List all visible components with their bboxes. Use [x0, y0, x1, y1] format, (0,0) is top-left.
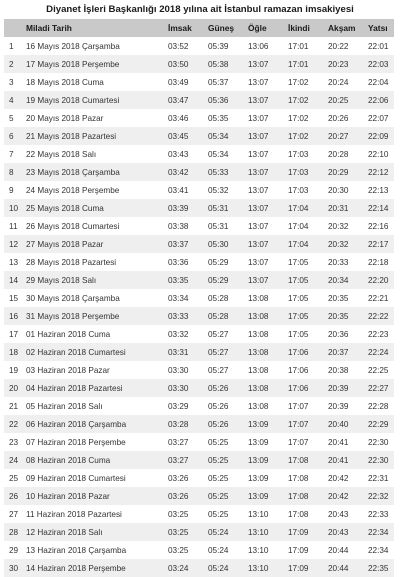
cell-date: 30 Mayıs 2018 Çarşamba — [26, 293, 120, 303]
cell-date: 27 Mayıs 2018 Pazar — [26, 239, 104, 249]
cell-imsak: 03:33 — [168, 311, 189, 321]
cell-aksam: 20:27 — [328, 131, 349, 141]
table-row — [4, 127, 394, 145]
cell-index: 8 — [9, 167, 14, 177]
cell-date: 14 Haziran 2018 Perşembe — [26, 563, 126, 573]
cell-imsak: 03:27 — [168, 455, 189, 465]
cell-index: 4 — [9, 95, 14, 105]
cell-yatsi: 22:34 — [368, 545, 389, 555]
cell-ogle: 13:08 — [248, 293, 269, 303]
cell-date: 11 Haziran 2018 Pazartesi — [26, 509, 122, 519]
cell-index: 9 — [9, 185, 14, 195]
cell-imsak: 03:26 — [168, 473, 189, 483]
cell-yatsi: 22:27 — [368, 383, 389, 393]
cell-gunes: 05:29 — [208, 275, 229, 285]
cell-imsak: 03:29 — [168, 401, 189, 411]
cell-gunes: 05:26 — [208, 401, 229, 411]
cell-index: 22 — [9, 419, 19, 429]
cell-ogle: 13:08 — [248, 365, 269, 375]
cell-aksam: 20:36 — [328, 329, 349, 339]
cell-date: 26 Mayıs 2018 Cumartesi — [26, 221, 120, 231]
cell-ogle: 13:07 — [248, 257, 269, 267]
cell-date: 16 Mayıs 2018 Çarşamba — [26, 41, 120, 51]
cell-yatsi: 22:24 — [368, 347, 389, 357]
cell-ogle: 13:07 — [248, 185, 269, 195]
cell-ikindi: 17:09 — [288, 563, 309, 573]
cell-aksam: 20:44 — [328, 563, 349, 573]
cell-yatsi: 22:22 — [368, 311, 389, 321]
cell-ikindi: 17:05 — [288, 275, 309, 285]
cell-aksam: 20:23 — [328, 59, 349, 69]
cell-gunes: 05:34 — [208, 131, 229, 141]
cell-ogle: 13:07 — [248, 77, 269, 87]
cell-yatsi: 22:29 — [368, 419, 389, 429]
table-row — [4, 145, 394, 163]
cell-date: 24 Mayıs 2018 Perşembe — [26, 185, 120, 195]
cell-imsak: 03:32 — [168, 329, 189, 339]
cell-imsak: 03:41 — [168, 185, 189, 195]
cell-aksam: 20:31 — [328, 203, 349, 213]
cell-imsak: 03:37 — [168, 239, 189, 249]
cell-date: 28 Mayıs 2018 Pazartesi — [26, 257, 117, 267]
table-row — [4, 523, 394, 541]
cell-aksam: 20:39 — [328, 401, 349, 411]
cell-yatsi: 22:13 — [368, 185, 389, 195]
cell-date: 23 Mayıs 2018 Çarşamba — [26, 167, 120, 177]
table-header-row — [4, 19, 394, 37]
cell-ogle: 13:10 — [248, 527, 269, 537]
cell-yatsi: 22:17 — [368, 239, 389, 249]
cell-aksam: 20:30 — [328, 185, 349, 195]
table-row — [4, 91, 394, 109]
cell-index: 21 — [9, 401, 19, 411]
cell-gunes: 05:36 — [208, 95, 229, 105]
cell-imsak: 03:25 — [168, 509, 189, 519]
cell-yatsi: 22:31 — [368, 473, 389, 483]
table-row — [4, 541, 394, 559]
cell-index: 3 — [9, 77, 14, 87]
table-row — [4, 109, 394, 127]
cell-gunes: 05:26 — [208, 383, 229, 393]
cell-ikindi: 17:08 — [288, 473, 309, 483]
cell-imsak: 03:30 — [168, 365, 189, 375]
cell-imsak: 03:49 — [168, 77, 189, 87]
cell-index: 14 — [9, 275, 19, 285]
cell-imsak: 03:24 — [168, 563, 189, 573]
cell-ikindi: 17:07 — [288, 419, 309, 429]
cell-index: 17 — [9, 329, 19, 339]
cell-ikindi: 17:03 — [288, 185, 309, 195]
cell-imsak: 03:47 — [168, 95, 189, 105]
cell-yatsi: 22:14 — [368, 203, 389, 213]
cell-ikindi: 17:02 — [288, 95, 309, 105]
cell-aksam: 20:41 — [328, 455, 349, 465]
cell-gunes: 05:28 — [208, 293, 229, 303]
page-title: Diyanet İşleri Başkanlığı 2018 yılına ait İstanbul ramazan imsakiyesi — [46, 4, 354, 15]
cell-index: 18 — [9, 347, 19, 357]
cell-aksam: 20:34 — [328, 275, 349, 285]
cell-date: 06 Haziran 2018 Çarşamba — [26, 419, 127, 429]
cell-gunes: 05:25 — [208, 491, 229, 501]
cell-index: 15 — [9, 293, 19, 303]
cell-gunes: 05:25 — [208, 455, 229, 465]
cell-index: 13 — [9, 257, 19, 267]
cell-imsak: 03:35 — [168, 275, 189, 285]
header-date: Miladi Tarih — [26, 23, 72, 33]
table-row — [4, 73, 394, 91]
cell-ikindi: 17:08 — [288, 491, 309, 501]
cell-imsak: 03:42 — [168, 167, 189, 177]
cell-ogle: 13:07 — [248, 275, 269, 285]
cell-yatsi: 22:30 — [368, 455, 389, 465]
cell-aksam: 20:43 — [328, 527, 349, 537]
cell-index: 25 — [9, 473, 19, 483]
cell-gunes: 05:27 — [208, 365, 229, 375]
cell-aksam: 20:42 — [328, 491, 349, 501]
cell-imsak: 03:39 — [168, 203, 189, 213]
cell-ikindi: 17:03 — [288, 149, 309, 159]
cell-aksam: 20:43 — [328, 509, 349, 519]
cell-ogle: 13:07 — [248, 149, 269, 159]
cell-gunes: 05:24 — [208, 545, 229, 555]
cell-date: 07 Haziran 2018 Perşembe — [26, 437, 126, 447]
cell-date: 08 Haziran 2018 Cuma — [26, 455, 111, 465]
cell-aksam: 20:29 — [328, 167, 349, 177]
cell-ogle: 13:09 — [248, 491, 269, 501]
cell-date: 20 Mayıs 2018 Pazar — [26, 113, 104, 123]
cell-imsak: 03:28 — [168, 419, 189, 429]
cell-yatsi: 22:06 — [368, 95, 389, 105]
cell-ikindi: 17:08 — [288, 455, 309, 465]
cell-ogle: 13:09 — [248, 455, 269, 465]
cell-index: 6 — [9, 131, 14, 141]
cell-gunes: 05:25 — [208, 509, 229, 519]
cell-index: 27 — [9, 509, 19, 519]
cell-imsak: 03:31 — [168, 347, 189, 357]
cell-ikindi: 17:08 — [288, 509, 309, 519]
table-row — [4, 415, 394, 433]
cell-gunes: 05:30 — [208, 239, 229, 249]
cell-yatsi: 22:10 — [368, 149, 389, 159]
cell-gunes: 05:38 — [208, 59, 229, 69]
cell-aksam: 20:25 — [328, 95, 349, 105]
cell-yatsi: 22:04 — [368, 77, 389, 87]
cell-aksam: 20:22 — [328, 41, 349, 51]
cell-ikindi: 17:05 — [288, 311, 309, 321]
table-row — [4, 199, 394, 217]
cell-imsak: 03:43 — [168, 149, 189, 159]
cell-yatsi: 22:35 — [368, 563, 389, 573]
cell-gunes: 05:25 — [208, 437, 229, 447]
cell-date: 18 Mayıs 2018 Cuma — [26, 77, 104, 87]
cell-ikindi: 17:09 — [288, 527, 309, 537]
cell-aksam: 20:44 — [328, 545, 349, 555]
cell-date: 03 Haziran 2018 Pazar — [26, 365, 110, 375]
cell-aksam: 20:41 — [328, 437, 349, 447]
table-row — [4, 55, 394, 73]
cell-yatsi: 22:34 — [368, 527, 389, 537]
cell-index: 7 — [9, 149, 14, 159]
cell-ikindi: 17:02 — [288, 131, 309, 141]
cell-index: 11 — [9, 221, 18, 231]
cell-imsak: 03:34 — [168, 293, 189, 303]
cell-aksam: 20:32 — [328, 221, 349, 231]
cell-index: 23 — [9, 437, 19, 447]
table-row — [4, 235, 394, 253]
cell-yatsi: 22:01 — [368, 41, 389, 51]
cell-ikindi: 17:04 — [288, 239, 309, 249]
cell-aksam: 20:26 — [328, 113, 349, 123]
cell-gunes: 05:32 — [208, 185, 229, 195]
cell-ogle: 13:08 — [248, 347, 269, 357]
table-row — [4, 217, 394, 235]
cell-imsak: 03:52 — [168, 41, 189, 51]
cell-ogle: 13:07 — [248, 95, 269, 105]
cell-aksam: 20:35 — [328, 311, 349, 321]
cell-date: 09 Haziran 2018 Cumartesi — [26, 473, 126, 483]
cell-ikindi: 17:06 — [288, 383, 309, 393]
cell-ogle: 13:07 — [248, 221, 269, 231]
cell-ikindi: 17:06 — [288, 365, 309, 375]
table-row — [4, 37, 394, 55]
header-ikindi: İkindi — [288, 23, 310, 33]
cell-gunes: 05:33 — [208, 167, 229, 177]
cell-ogle: 13:09 — [248, 437, 269, 447]
cell-index: 12 — [9, 239, 19, 249]
cell-index: 30 — [9, 563, 19, 573]
header-ogle: Öğle — [248, 23, 267, 33]
cell-gunes: 05:28 — [208, 311, 229, 321]
cell-ogle: 13:06 — [248, 41, 269, 51]
cell-date: 21 Mayıs 2018 Pazartesi — [26, 131, 117, 141]
cell-imsak: 03:46 — [168, 113, 189, 123]
cell-ogle: 13:08 — [248, 401, 269, 411]
cell-imsak: 03:25 — [168, 545, 189, 555]
table-row — [4, 325, 394, 343]
cell-ikindi: 17:07 — [288, 437, 309, 447]
cell-imsak: 03:45 — [168, 131, 189, 141]
cell-aksam: 20:35 — [328, 293, 349, 303]
cell-gunes: 05:27 — [208, 347, 229, 357]
cell-yatsi: 22:30 — [368, 437, 389, 447]
cell-gunes: 05:25 — [208, 473, 229, 483]
cell-ogle: 13:07 — [248, 59, 269, 69]
cell-date: 02 Haziran 2018 Cumartesi — [26, 347, 126, 357]
cell-ikindi: 17:02 — [288, 113, 309, 123]
cell-ikindi: 17:02 — [288, 77, 309, 87]
cell-aksam: 20:42 — [328, 473, 349, 483]
cell-imsak: 03:26 — [168, 491, 189, 501]
cell-imsak: 03:30 — [168, 383, 189, 393]
cell-index: 2 — [9, 59, 14, 69]
cell-aksam: 20:33 — [328, 257, 349, 267]
cell-date: 12 Haziran 2018 Salı — [26, 527, 103, 537]
table-row — [4, 433, 394, 451]
cell-yatsi: 22:16 — [368, 221, 389, 231]
cell-index: 16 — [9, 311, 19, 321]
cell-aksam: 20:38 — [328, 365, 349, 375]
cell-aksam: 20:39 — [328, 383, 349, 393]
cell-imsak: 03:38 — [168, 221, 189, 231]
cell-ikindi: 17:06 — [288, 347, 309, 357]
cell-yatsi: 22:25 — [368, 365, 389, 375]
table-row — [4, 307, 394, 325]
cell-index: 1 — [9, 41, 14, 51]
imsakiye-table — [4, 19, 394, 577]
cell-yatsi: 22:03 — [368, 59, 389, 69]
cell-yatsi: 22:20 — [368, 275, 389, 285]
cell-index: 5 — [9, 113, 14, 123]
cell-aksam: 20:40 — [328, 419, 349, 429]
cell-ikindi: 17:07 — [288, 401, 309, 411]
table-row — [4, 343, 394, 361]
cell-aksam: 20:37 — [328, 347, 349, 357]
cell-date: 05 Haziran 2018 Salı — [26, 401, 103, 411]
cell-date: 25 Mayıs 2018 Cuma — [26, 203, 104, 213]
cell-ikindi: 17:05 — [288, 293, 309, 303]
cell-gunes: 05:37 — [208, 77, 229, 87]
table-row — [4, 253, 394, 271]
cell-index: 20 — [9, 383, 19, 393]
header-imsak: İmsak — [168, 23, 192, 33]
table-row — [4, 469, 394, 487]
header-gunes: Güneş — [208, 23, 235, 33]
cell-gunes: 05:34 — [208, 149, 229, 159]
cell-ogle: 13:07 — [248, 113, 269, 123]
table-row — [4, 379, 394, 397]
table-row — [4, 397, 394, 415]
cell-date: 04 Haziran 2018 Pazartesi — [26, 383, 123, 393]
table-row — [4, 559, 394, 577]
cell-imsak: 03:36 — [168, 257, 189, 267]
cell-index: 28 — [9, 527, 19, 537]
cell-index: 29 — [9, 545, 19, 555]
table-row — [4, 451, 394, 469]
cell-gunes: 05:26 — [208, 419, 229, 429]
cell-gunes: 05:39 — [208, 41, 229, 51]
table-row — [4, 181, 394, 199]
cell-ogle: 13:09 — [248, 473, 269, 483]
cell-yatsi: 22:09 — [368, 131, 389, 141]
cell-gunes: 05:24 — [208, 527, 229, 537]
cell-date: 13 Haziran 2018 Çarşamba — [26, 545, 127, 555]
cell-ogle: 13:08 — [248, 383, 269, 393]
header-yatsi: Yatsı — [368, 23, 388, 33]
cell-aksam: 20:28 — [328, 149, 349, 159]
cell-yatsi: 22:18 — [368, 257, 389, 267]
cell-gunes: 05:29 — [208, 257, 229, 267]
header-aksam: Akşam — [328, 23, 356, 33]
cell-index: 19 — [9, 365, 19, 375]
table-row — [4, 487, 394, 505]
cell-gunes: 05:35 — [208, 113, 229, 123]
cell-yatsi: 22:28 — [368, 401, 389, 411]
cell-ogle: 13:07 — [248, 167, 269, 177]
cell-ogle: 13:10 — [248, 509, 269, 519]
cell-imsak: 03:27 — [168, 437, 189, 447]
table-row — [4, 163, 394, 181]
cell-index: 24 — [9, 455, 19, 465]
cell-yatsi: 22:32 — [368, 491, 389, 501]
cell-ikindi: 17:01 — [288, 41, 309, 51]
cell-gunes: 05:31 — [208, 203, 229, 213]
cell-date: 22 Mayıs 2018 Salı — [26, 149, 97, 159]
table-row — [4, 505, 394, 523]
table-row — [4, 271, 394, 289]
cell-ogle: 13:10 — [248, 563, 269, 573]
cell-yatsi: 22:23 — [368, 329, 389, 339]
cell-aksam: 20:32 — [328, 239, 349, 249]
cell-ogle: 13:07 — [248, 131, 269, 141]
cell-imsak: 03:50 — [168, 59, 189, 69]
cell-yatsi: 22:12 — [368, 167, 389, 177]
cell-aksam: 20:24 — [328, 77, 349, 87]
cell-ikindi: 17:09 — [288, 545, 309, 555]
table-row — [4, 289, 394, 307]
cell-index: 10 — [9, 203, 19, 213]
cell-ogle: 13:07 — [248, 239, 269, 249]
table-row — [4, 361, 394, 379]
cell-date: 10 Haziran 2018 Pazar — [26, 491, 110, 501]
cell-gunes: 05:24 — [208, 563, 229, 573]
cell-date: 29 Mayıs 2018 Salı — [26, 275, 97, 285]
cell-ikindi: 17:05 — [288, 329, 309, 339]
cell-yatsi: 22:21 — [368, 293, 389, 303]
cell-gunes: 05:31 — [208, 221, 229, 231]
cell-date: 31 Mayıs 2018 Perşembe — [26, 311, 120, 321]
cell-ogle: 13:10 — [248, 545, 269, 555]
cell-date: 19 Mayıs 2018 Cumartesi — [26, 95, 120, 105]
cell-date: 17 Mayıs 2018 Perşembe — [26, 59, 120, 69]
cell-gunes: 05:27 — [208, 329, 229, 339]
header-index — [4, 19, 22, 37]
cell-imsak: 03:25 — [168, 527, 189, 537]
cell-ikindi: 17:03 — [288, 167, 309, 177]
cell-ikindi: 17:04 — [288, 203, 309, 213]
cell-yatsi: 22:07 — [368, 113, 389, 123]
cell-date: 01 Haziran 2018 Cuma — [26, 329, 111, 339]
cell-ogle: 13:08 — [248, 329, 269, 339]
cell-ikindi: 17:05 — [288, 257, 309, 267]
cell-index: 26 — [9, 491, 19, 501]
cell-ogle: 13:09 — [248, 419, 269, 429]
cell-yatsi: 22:33 — [368, 509, 389, 519]
cell-ikindi: 17:01 — [288, 59, 309, 69]
cell-ikindi: 17:04 — [288, 221, 309, 231]
cell-ogle: 13:08 — [248, 311, 269, 321]
cell-ogle: 13:07 — [248, 203, 269, 213]
